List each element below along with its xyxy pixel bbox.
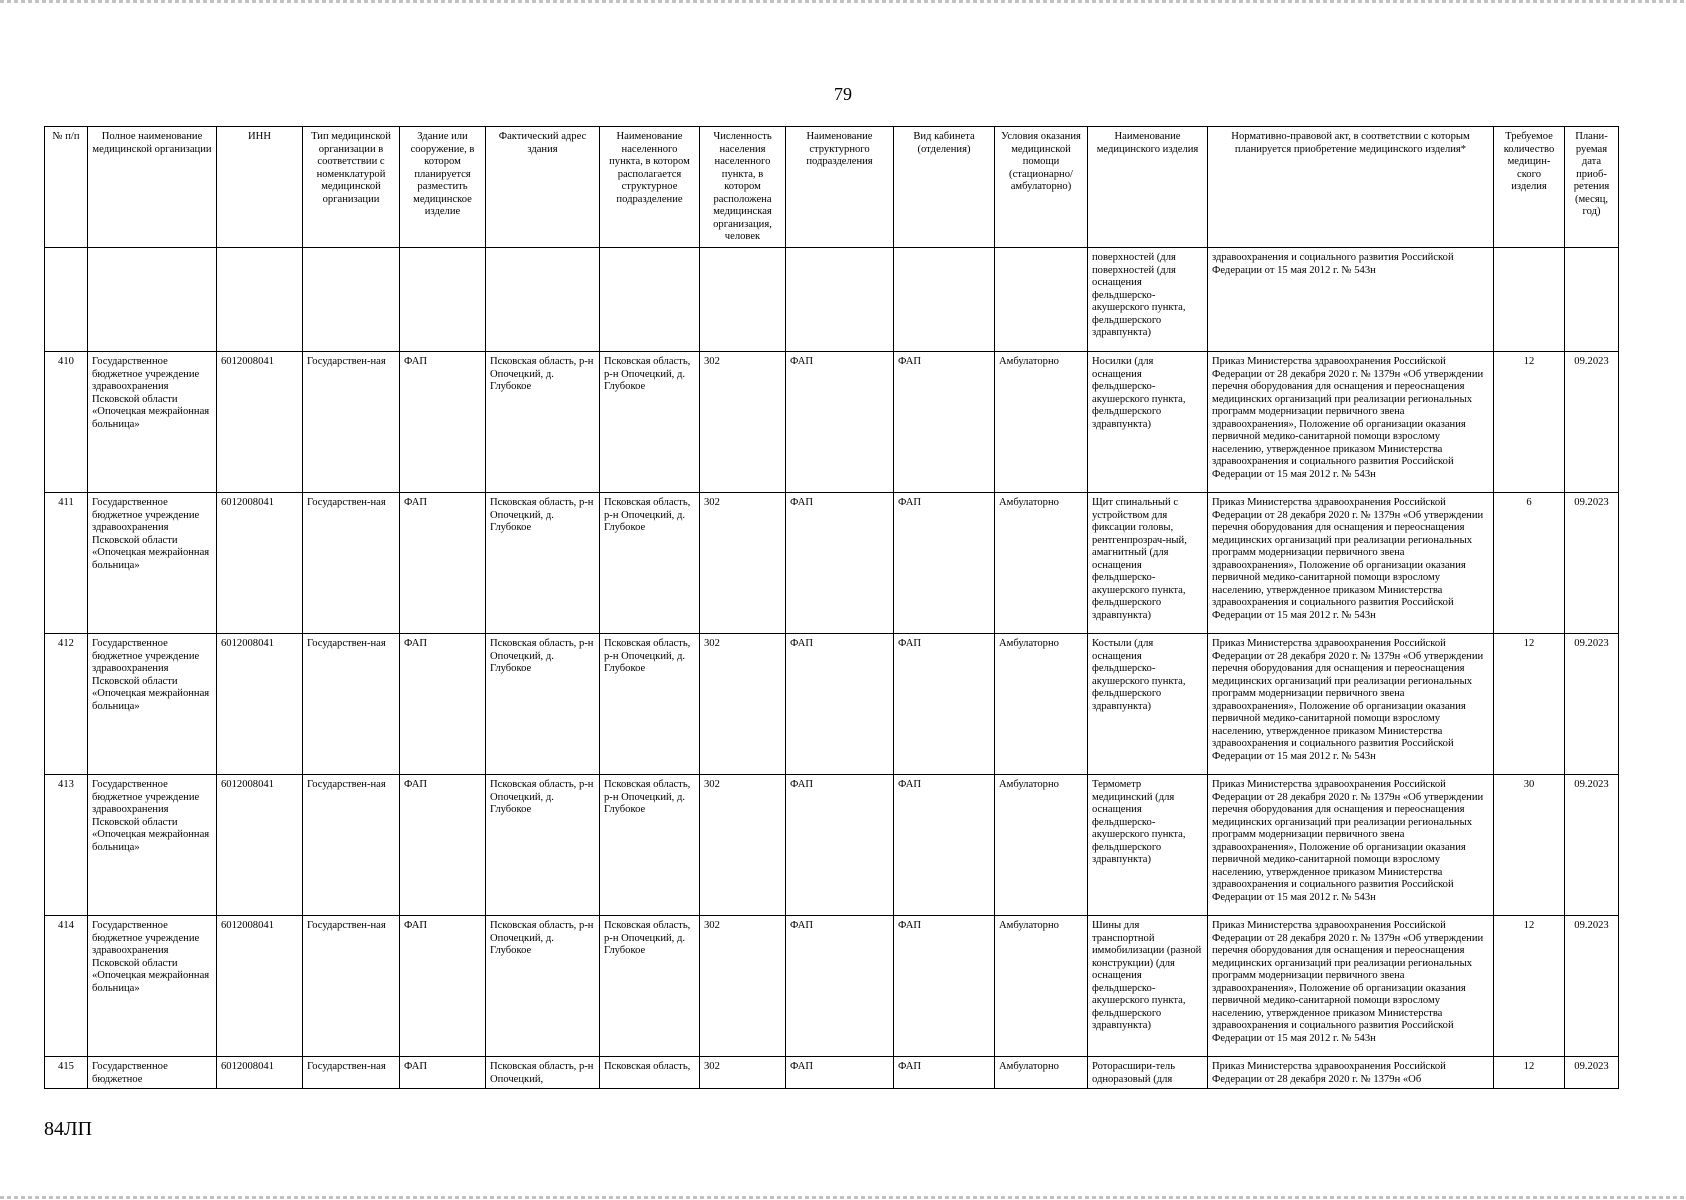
cell-act: Приказ Министерства здравоохранения Российской Федерации от 28 декабря 2020 г. № 1379н «Об утверждении перечня оборудования для оснащения и переоснащения медицинских организаций при реализации региональных программ модернизации первичного звена здравоохранения», Положение об организации оказания первичной медико-санитарной помощи взрослому населению, утвержденное приказом Министерства здравоохранения и социального развития Российской Федерации от 15 мая 2012 г. № 543н [1208,916,1494,1057]
scan-edge-bottom [0,1196,1686,1199]
cell-address: Псковская область, р-н Опочецкий, д. Глубокое [486,634,600,775]
cell-conditions: Амбулаторно [995,775,1088,916]
cell-num: 415 [45,1057,88,1089]
cell-type: Государствен-ная [303,493,400,634]
scan-edge-top [0,0,1686,3]
cell-locality: Псковская область, р-н Опочецкий, д. Глубокое [600,634,700,775]
header-qty: Требуемое количество медицин-ского изделия [1494,127,1565,248]
cell-unit: ФАП [786,1057,894,1089]
cell-act: Приказ Министерства здравоохранения Российской Федерации от 28 декабря 2020 г. № 1379н «Об утверждении перечня оборудования для оснащения и переоснащения медицинских организаций при реализации региональных программ модернизации первичного звена здравоохранения», Положение об организации оказания первичной медико-санитарной помощи взрослому населению, утвержденное приказом Министерства здравоохранения и социального развития Российской Федерации от 15 мая 2012 г. № 543н [1208,634,1494,775]
cell-unit: ФАП [786,916,894,1057]
table-row-continuation [45,248,1619,352]
cell-cabinet: ФАП [894,493,995,634]
header-building: Здание или сооружение, в котором планируется разместить медицинское изделие [400,127,486,248]
cell-locality: Псковская область, р-н Опочецкий, д. Глубокое [600,775,700,916]
page-number: 79 [834,84,852,104]
cell-device: Носилки (для оснащения фельдшерско-акушерского пункта, фельдшерского здравпункта) [1088,352,1208,493]
cell-device: Щит спинальный с устройством для фиксации головы, рентгенпрозрач-ный, амагнитный (для оснащения фельдшерско-акушерского пункта, фельдшерского здравпункта) [1088,493,1208,634]
cell-population: 302 [700,775,786,916]
cell-address: Псковская область, р-н Опочецкий, [486,1057,600,1089]
cell-inn: 6012008041 [217,493,303,634]
header-conditions: Условия оказания медицинской помощи (стационарно/ амбулаторно) [995,127,1088,248]
table-row-partial [45,1057,1619,1089]
cell-org: Государственное бюджетное учреждение здравоохранения Псковской области «Опочецкая межрайонная больница» [88,916,217,1057]
footer-mark: 84ЛП [44,1118,93,1140]
header-num: № п/п [45,127,88,248]
cell-act: Приказ Министерства здравоохранения Российской Федерации от 28 декабря 2020 г. № 1379н «Об утверждении перечня оборудования для оснащения и переоснащения медицинских организаций при реализации региональных программ модернизации первичного звена здравоохранения», Положение об организации оказания первичной медико-санитарной помощи взрослому населению, утвержденное приказом Министерства здравоохранения и социального развития Российской Федерации от 15 мая 2012 г. № 543н [1208,493,1494,634]
cell-act: Приказ Министерства здравоохранения Российской Федерации от 28 декабря 2020 г. № 1379н «Об утверждении перечня оборудования для оснащения и переоснащения медицинских организаций при реализации региональных программ модернизации первичного звена здравоохранения», Положение об организации оказания первичной медико-санитарной помощи взрослому населению, утвержденное приказом Министерства здравоохранения и социального развития Российской Федерации от 15 мая 2012 г. № 543н [1208,352,1494,493]
cell-building: ФАП [400,634,486,775]
cell-cabinet: ФАП [894,916,995,1057]
cell-date: 09.2023 [1565,916,1619,1057]
table-row [45,493,1619,634]
cell-org: Государственное бюджетное учреждение здравоохранения Псковской области «Опочецкая межрайонная больница» [88,775,217,916]
cell-building: ФАП [400,916,486,1057]
cell-device: Шины для транспортной иммобилизации (разной конструкции) (для оснащения фельдшерско-акушерского пункта, фельдшерского здравпункта) [1088,916,1208,1057]
cell-cabinet: ФАП [894,634,995,775]
cell-conditions: Амбулаторно [995,916,1088,1057]
cell-conditions: Амбулаторно [995,634,1088,775]
cell-population: 302 [700,634,786,775]
cell-num: 414 [45,916,88,1057]
cell-num: 411 [45,493,88,634]
cell-inn: 6012008041 [217,916,303,1057]
cell-device: Термометр медицинский (для оснащения фельдшерско-акушерского пункта, фельдшерского здравпункта) [1088,775,1208,916]
header-date: Плани-руемая дата приоб-ретения (месяц, год) [1565,127,1619,248]
cell-num: 413 [45,775,88,916]
cell-date: 09.2023 [1565,1057,1619,1089]
cell-locality: Псковская область, р-н Опочецкий, д. Глубокое [600,352,700,493]
cell-date: 09.2023 [1565,493,1619,634]
cell-unit: ФАП [786,352,894,493]
table-row [45,352,1619,493]
cell-org: Государственное бюджетное учреждение здравоохранения Псковской области «Опочецкая межрайонная больница» [88,352,217,493]
cell-locality: Псковская область, р-н Опочецкий, д. Глубокое [600,493,700,634]
header-locality: Наименование населенного пункта, в котором располагается структурное подразделение [600,127,700,248]
cell-org: Государственное бюджетное учреждение здравоохранения Псковской области «Опочецкая межрайонная больница» [88,493,217,634]
cell-inn: 6012008041 [217,1057,303,1089]
cell-cabinet: ФАП [894,1057,995,1089]
table-row [45,916,1619,1057]
cell-conditions: Амбулаторно [995,352,1088,493]
cell-locality: Псковская область, р-н Опочецкий, д. Глубокое [600,916,700,1057]
header-act: Нормативно-правовой акт, в соответствии с которым планируется приобретение медицинского изделия* [1208,127,1494,248]
cell-unit: ФАП [786,634,894,775]
cell-building: ФАП [400,1057,486,1089]
cell-cabinet: ФАП [894,775,995,916]
cell-population: 302 [700,493,786,634]
cell-type: Государствен-ная [303,1057,400,1089]
cell-date: 09.2023 [1565,634,1619,775]
cell-type: Государствен-ная [303,634,400,775]
cell-type: Государствен-ная [303,916,400,1057]
cell-inn: 6012008041 [217,634,303,775]
cell-act: Приказ Министерства здравоохранения Российской Федерации от 28 декабря 2020 г. № 1379н «Об утверждении перечня оборудования для оснащения и переоснащения медицинских организаций при реализации региональных программ модернизации первичного звена здравоохранения», Положение об организации оказания первичной медико-санитарной помощи взрослому населению, утвержденное приказом Министерства здравоохранения и социального развития Российской Федерации от 15 мая 2012 г. № 543н [1208,775,1494,916]
table-header-row [45,127,1619,248]
header-cabinet: Вид кабинета (отделения) [894,127,995,248]
cell-address: Псковская область, р-н Опочецкий, д. Глубокое [486,775,600,916]
header-address: Фактический адрес здания [486,127,600,248]
cell-address: Псковская область, р-н Опочецкий, д. Глубокое [486,916,600,1057]
cell-address: Псковская область, р-н Опочецкий, д. Глубокое [486,493,600,634]
cell-qty: 6 [1494,493,1565,634]
cell-inn: 6012008041 [217,352,303,493]
cell-device: Роторасшири-тель одноразовый (для [1088,1057,1208,1089]
table-row [45,775,1619,916]
cell-population: 302 [700,352,786,493]
cell-act: здравоохранения и социального развития Российской Федерации от 15 мая 2012 г. № 543н [1208,248,1494,352]
cell-qty: 12 [1494,1057,1565,1089]
cell-num: 410 [45,352,88,493]
cell-type: Государствен-ная [303,775,400,916]
header-org: Полное наименование медицинской организации [88,127,217,248]
cell-conditions: Амбулаторно [995,493,1088,634]
header-inn: ИНН [217,127,303,248]
cell-device: Костыли (для оснащения фельдшерско-акушерского пункта, фельдшерского здравпункта) [1088,634,1208,775]
cell-date: 09.2023 [1565,775,1619,916]
header-device: Наименование медицинского изделия [1088,127,1208,248]
cell-qty: 12 [1494,916,1565,1057]
cell-cabinet: ФАП [894,352,995,493]
cell-act: Приказ Министерства здравоохранения Российской Федерации от 28 декабря 2020 г. № 1379н «Об [1208,1057,1494,1089]
header-unit: Наименование структурного подразделения [786,127,894,248]
cell-num: 412 [45,634,88,775]
cell-qty: 12 [1494,634,1565,775]
cell-population: 302 [700,1057,786,1089]
cell-locality: Псковская область, [600,1057,700,1089]
header-population: Численность населения населенного пункта, в котором расположена медицинская организация, человек [700,127,786,248]
cell-building: ФАП [400,775,486,916]
cell-date: 09.2023 [1565,352,1619,493]
table-row [45,634,1619,775]
cell-device: поверхностей (для поверхностей (для оснащения фельдшерско-акушерского пункта, фельдшерского здравпункта) [1088,248,1208,352]
equipment-table [44,126,1619,1089]
cell-address: Псковская область, р-н Опочецкий, д. Глубокое [486,352,600,493]
cell-qty: 30 [1494,775,1565,916]
cell-qty: 12 [1494,352,1565,493]
cell-type: Государствен-ная [303,352,400,493]
cell-org: Государственное бюджетное [88,1057,217,1089]
cell-population: 302 [700,916,786,1057]
cell-conditions: Амбулаторно [995,1057,1088,1089]
cell-building: ФАП [400,493,486,634]
cell-org: Государственное бюджетное учреждение здравоохранения Псковской области «Опочецкая межрайонная больница» [88,634,217,775]
cell-unit: ФАП [786,493,894,634]
header-type: Тип медицинской организации в соответствии с номенклатурой медицинской организации [303,127,400,248]
cell-inn: 6012008041 [217,775,303,916]
cell-building: ФАП [400,352,486,493]
cell-unit: ФАП [786,775,894,916]
